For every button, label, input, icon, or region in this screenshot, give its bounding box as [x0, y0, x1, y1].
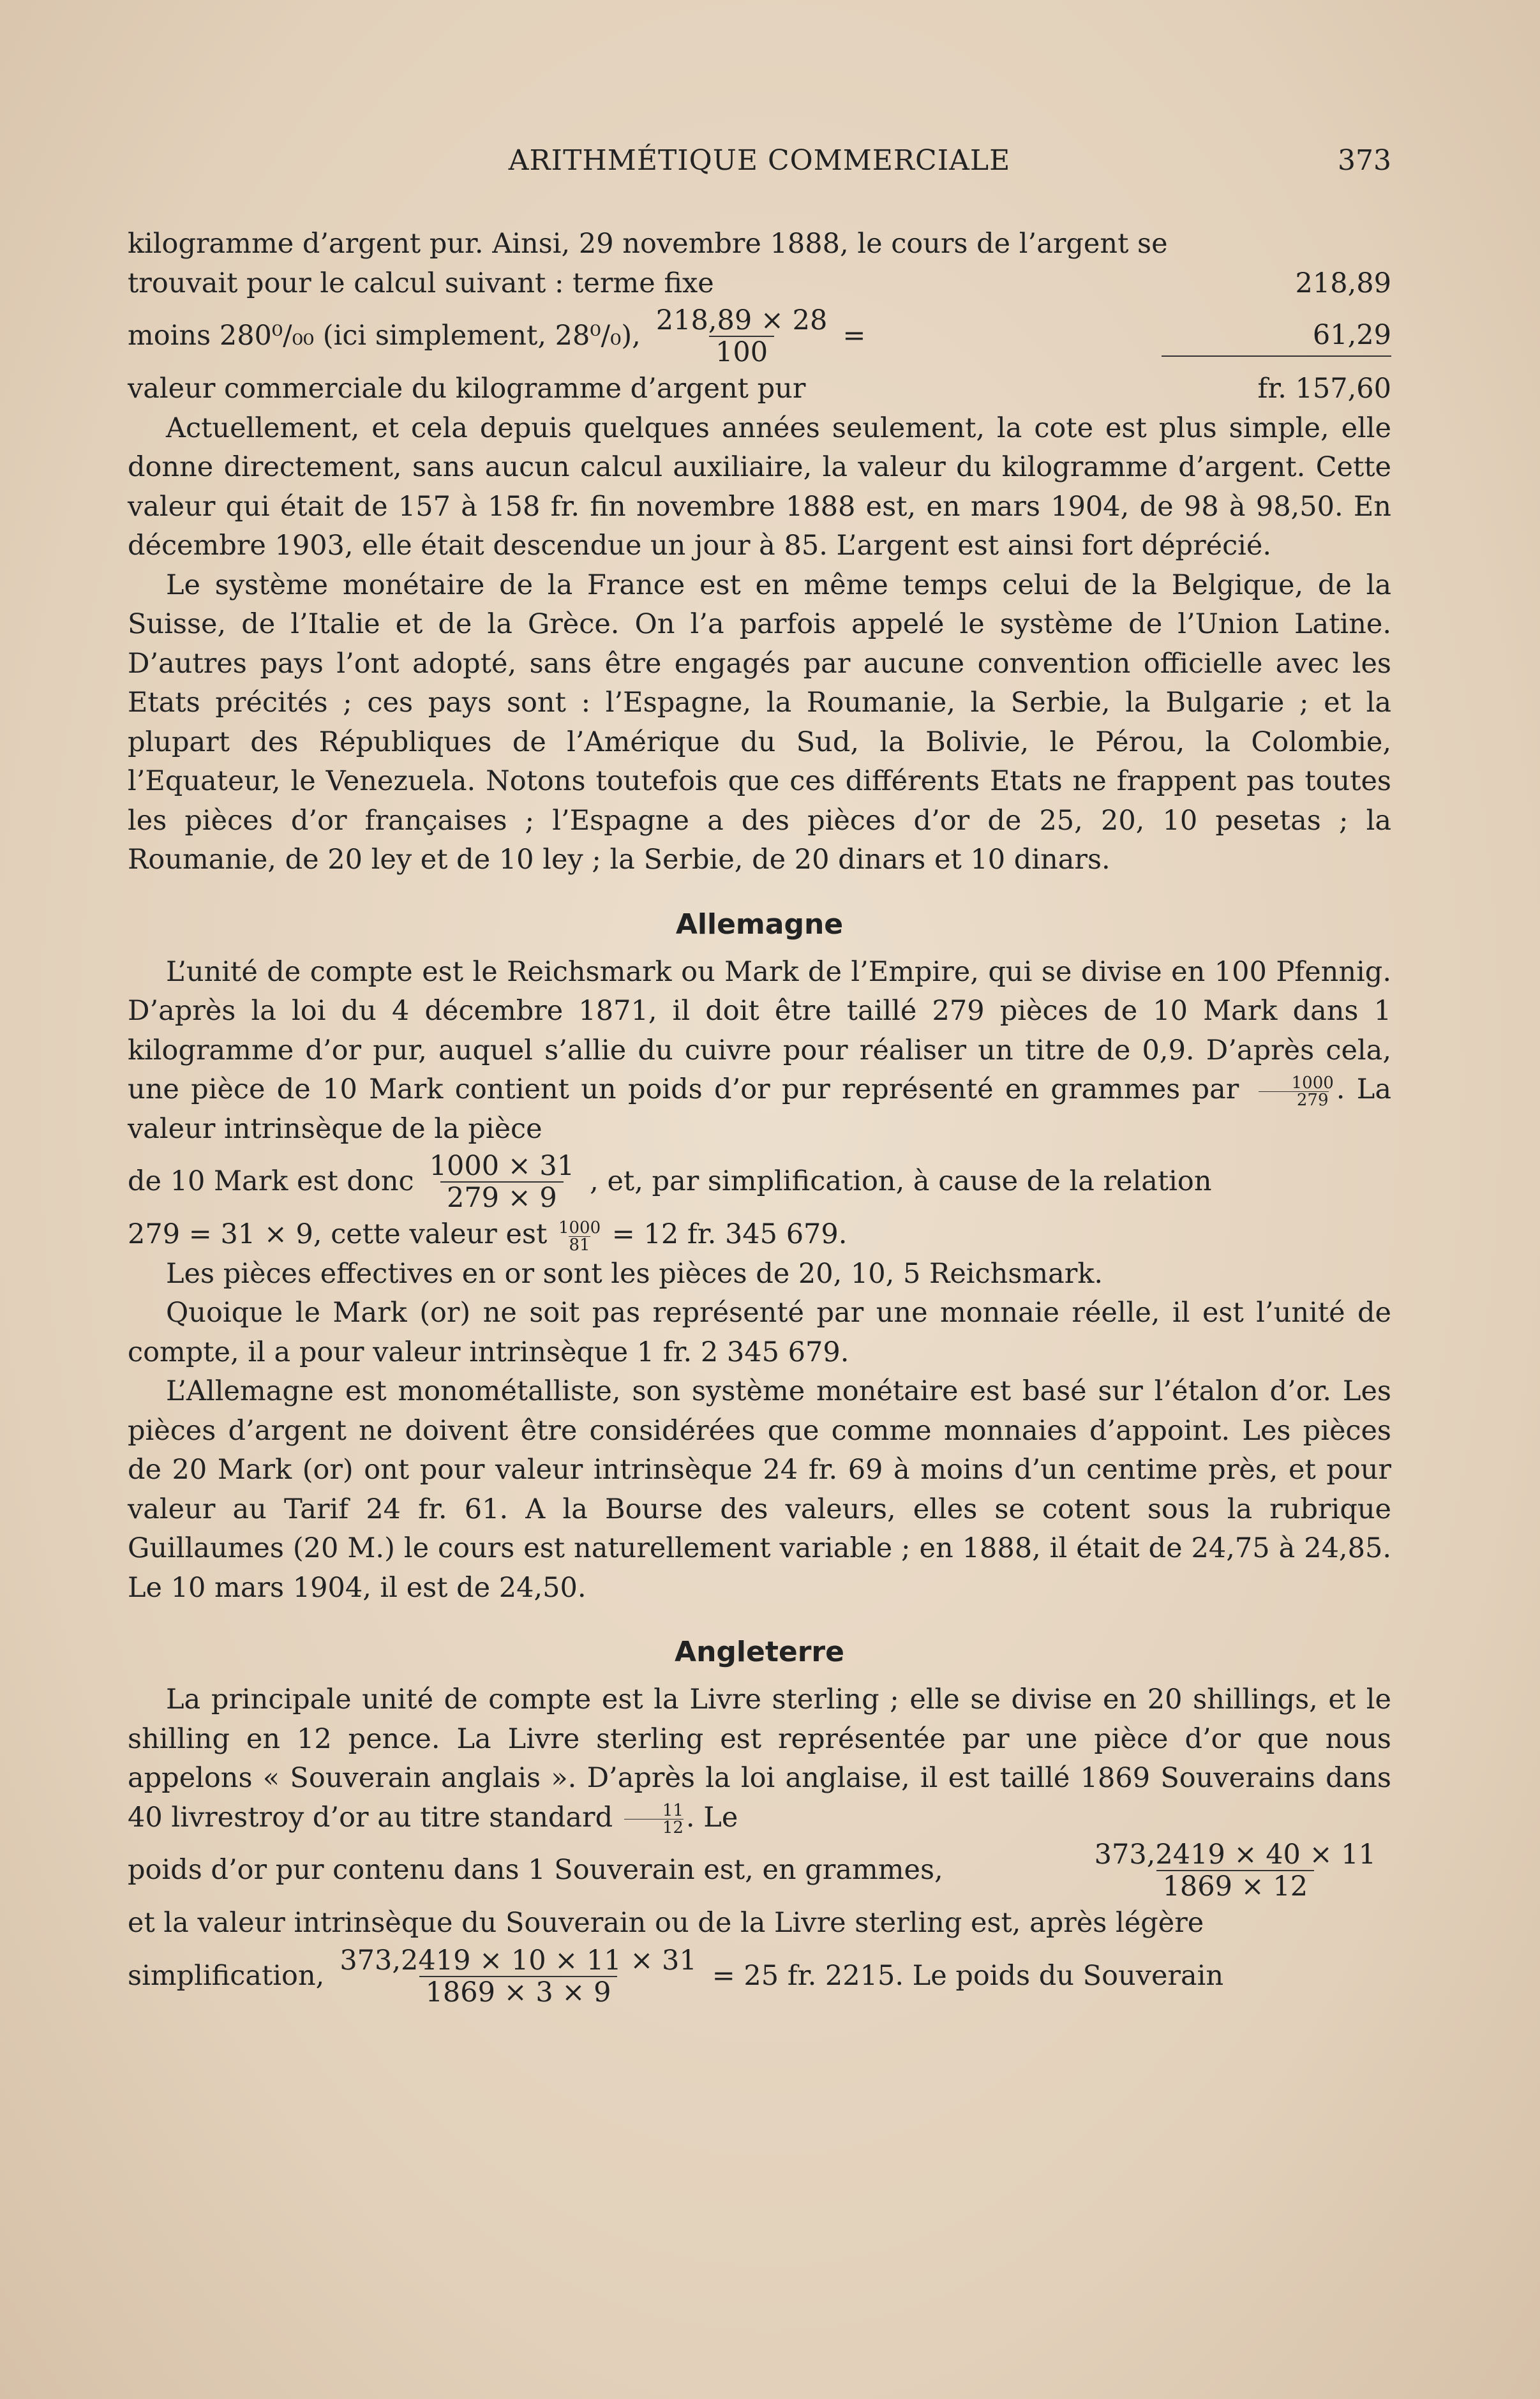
intro-fraction-denominator: 100 — [709, 336, 774, 368]
allemagne-fraction-3-num: 1000 — [558, 1218, 601, 1237]
intro-line-2-value: 218,89 — [1295, 267, 1391, 299]
intro-fraction-numerator: 218,89 × 28 — [655, 304, 828, 336]
angleterre-p1-text-b: . Le — [685, 1801, 738, 1834]
intro-line-4-value: fr. 157,60 — [1257, 373, 1391, 405]
allemagne-p1-text-b: . La valeur intrinsèque de la pièce — [128, 1073, 1391, 1145]
allemagne-p1-line-last — [128, 1215, 1391, 1255]
intro-equation — [128, 303, 1391, 370]
angleterre-fraction-1 — [624, 1802, 684, 1836]
intro-equals: = — [842, 320, 866, 352]
page-body — [128, 225, 1391, 2010]
angleterre-p1-text-f: = 25 fr. 2215. Le poids du Souverain — [712, 1959, 1224, 1992]
allemagne-p1-text-c: de 10 Mark est donc — [128, 1165, 414, 1198]
intro-paragraph-3: Le système monétaire de la France est en même temps celui de la Belgique, de la Suisse, de l’Italie et de la Grèce. On l’a parfois appelé le système de l’Union Latine. D’autres pays l’ont adopté, sans être engagés par aucune convention officielle avec les Etats précités ; ces pays sont : l’Espagne, la Roumanie, la Serbie, la Bulgarie ; et la plupart des Républiques de l’Amérique du Sud, la Bolivie, le Pérou, la Colombie, l’Equateur, le Venezuela. Notons toutefois que ces différents Etats ne frappent pas toutes les pièces d’or françaises ; l’Espagne a des pièces d’or de 25, 20, 10 pesetas ; la Roumanie, de 20 ley et de 10 ley ; la Serbie, de 20 dinars et 10 dinars. — [128, 569, 1391, 876]
page-header — [128, 144, 1391, 189]
angleterre-p1-text-c: poids d’or pur contenu dans 1 Souverain est, en grammes, — [128, 1854, 943, 1887]
allemagne-p1-text-e: 279 = 31 × 9, cette valeur est — [128, 1218, 548, 1250]
allemagne-fraction-2-den: 279 × 9 — [440, 1181, 564, 1213]
intro-line-2 — [128, 264, 1391, 304]
angleterre-paragraph-1 — [128, 1680, 1391, 1837]
allemagne-p1-text-a: L’unité de compte est le Reichsmark ou Mark de l’Empire, qui se divise en 100 Pfennig. D’après la loi du 4 décembre 1871, il doit être taillé 279 pièces de 10 Mark dans 1 kilogramme d’or pur, auquel s’allie du cuivre pour réaliser un titre de 0,9. D’après cela, une pièce de 10 Mark contient un poids d’or pur représenté en grammes par — [128, 955, 1391, 1105]
intro-line-4-label: valeur commerciale du kilogramme d’argent pur — [128, 373, 806, 405]
allemagne-fraction-2-num: 1000 × 31 — [429, 1150, 575, 1182]
angleterre-fraction-3-num: 373,2419 × 10 × 11 × 31 — [340, 1944, 697, 1977]
angleterre-equation-1 — [128, 1837, 1391, 1904]
intro-line-4 — [128, 370, 1391, 409]
angleterre-equation-2 — [128, 1943, 1391, 2010]
section-heading-angleterre: Angleterre — [675, 1636, 844, 1668]
page-number: 373 — [1338, 144, 1391, 177]
intro-line-1: kilogramme d’argent pur. Ainsi, 29 novembre 1888, le cours de l’argent se — [128, 228, 1168, 260]
allemagne-paragraph-2: Les pièces effectives en or sont les pièces de 20, 10, 5 Reichsmark. — [166, 1257, 1103, 1290]
intro-fraction — [650, 305, 834, 368]
allemagne-fraction-2 — [423, 1151, 581, 1213]
angleterre-fraction-2-den: 1869 × 12 — [1156, 1870, 1315, 1902]
allemagne-fraction-1 — [1253, 1075, 1334, 1109]
angleterre-p1-text-a: La principale unité de compte est la Livre sterling ; elle se divise en 20 shillings, et le shilling en 12 pence. La Livre sterling est représentée par une pièce d’or que nous appelons « Souverain anglais ». D’après la loi anglaise, il est taillé 1869 Souverains dans 40 livrestroy d’or au titre standard — [128, 1684, 1391, 1834]
allemagne-fraction-1-num: 1000 — [1291, 1073, 1334, 1093]
allemagne-p1-text-d: , et, par simplification, à cause de la relation — [590, 1165, 1212, 1198]
angleterre-p1-text-e: simplification, — [128, 1959, 325, 1992]
intro-line-2-label: trouvait pour le calcul suivant : terme fixe — [128, 267, 714, 299]
allemagne-equation — [128, 1149, 1391, 1215]
angleterre-fraction-3 — [333, 1945, 703, 2008]
allemagne-p1-text-f: = 12 fr. 345 679. — [611, 1218, 848, 1250]
allemagne-paragraph-1 — [128, 953, 1391, 1149]
allemagne-fraction-1-den: 279 — [1259, 1091, 1329, 1109]
allemagne-fraction-3 — [558, 1220, 601, 1253]
angleterre-fraction-1-num: 11 — [662, 1801, 684, 1820]
allemagne-paragraph-3: Quoique le Mark (or) ne soit pas représenté par une monnaie réelle, il est l’unité de compte, il a pour valeur intrinsèque 1 fr. 2 345 679. — [128, 1297, 1391, 1368]
angleterre-p1-text-d: et la valeur intrinsèque du Souverain ou de la Livre sterling est, après légère — [128, 1907, 1204, 1939]
angleterre-fraction-3-den: 1869 × 3 × 9 — [419, 1976, 618, 2008]
running-title: ARITHMÉTIQUE COMMERCIALE — [508, 144, 1011, 177]
intro-equation-label: moins 280⁰/₀₀ (ici simplement, 28⁰/₀), — [128, 320, 641, 352]
intro-equation-result: 61,29 — [1162, 316, 1391, 357]
angleterre-fraction-2 — [1088, 1839, 1382, 1902]
intro-paragraph-2: Actuellement, et cela depuis quelques années seulement, la cote est plus simple, elle donne directement, sans aucun calcul auxiliaire, la valeur du kilogramme d’argent. Cette valeur qui était de 157 à 158 fr. fin novembre 1888 est, en mars 1904, de 98 à 98,50. En décembre 1903, elle était descendue un jour à 85. L’argent est ainsi fort déprécié. — [128, 412, 1391, 562]
allemagne-fraction-3-den: 81 — [569, 1235, 590, 1255]
allemagne-paragraph-4: L’Allemagne est monométalliste, son système monétaire est basé sur l’étalon d’or. Les pièces d’argent ne doivent être considérées que comme monnaies d’appoint. Les pièces de 20 Mark (or) ont pour valeur intrinsèque 24 fr. 69 à moins d’un centime près, et pour valeur au Tarif 24 fr. 61. A la Bourse des valeurs, elles se cotent sous la rubrique Guillaumes (20 M.) le cours est naturellement variable ; en 1888, il était de 24,75 à 24,85. Le 10 mars 1904, il est de 24,50. — [128, 1375, 1391, 1604]
angleterre-fraction-2-num: 373,2419 × 40 × 11 — [1094, 1839, 1376, 1871]
section-heading-allemagne: Allemagne — [675, 908, 844, 941]
angleterre-fraction-1-den: 12 — [624, 1819, 684, 1836]
